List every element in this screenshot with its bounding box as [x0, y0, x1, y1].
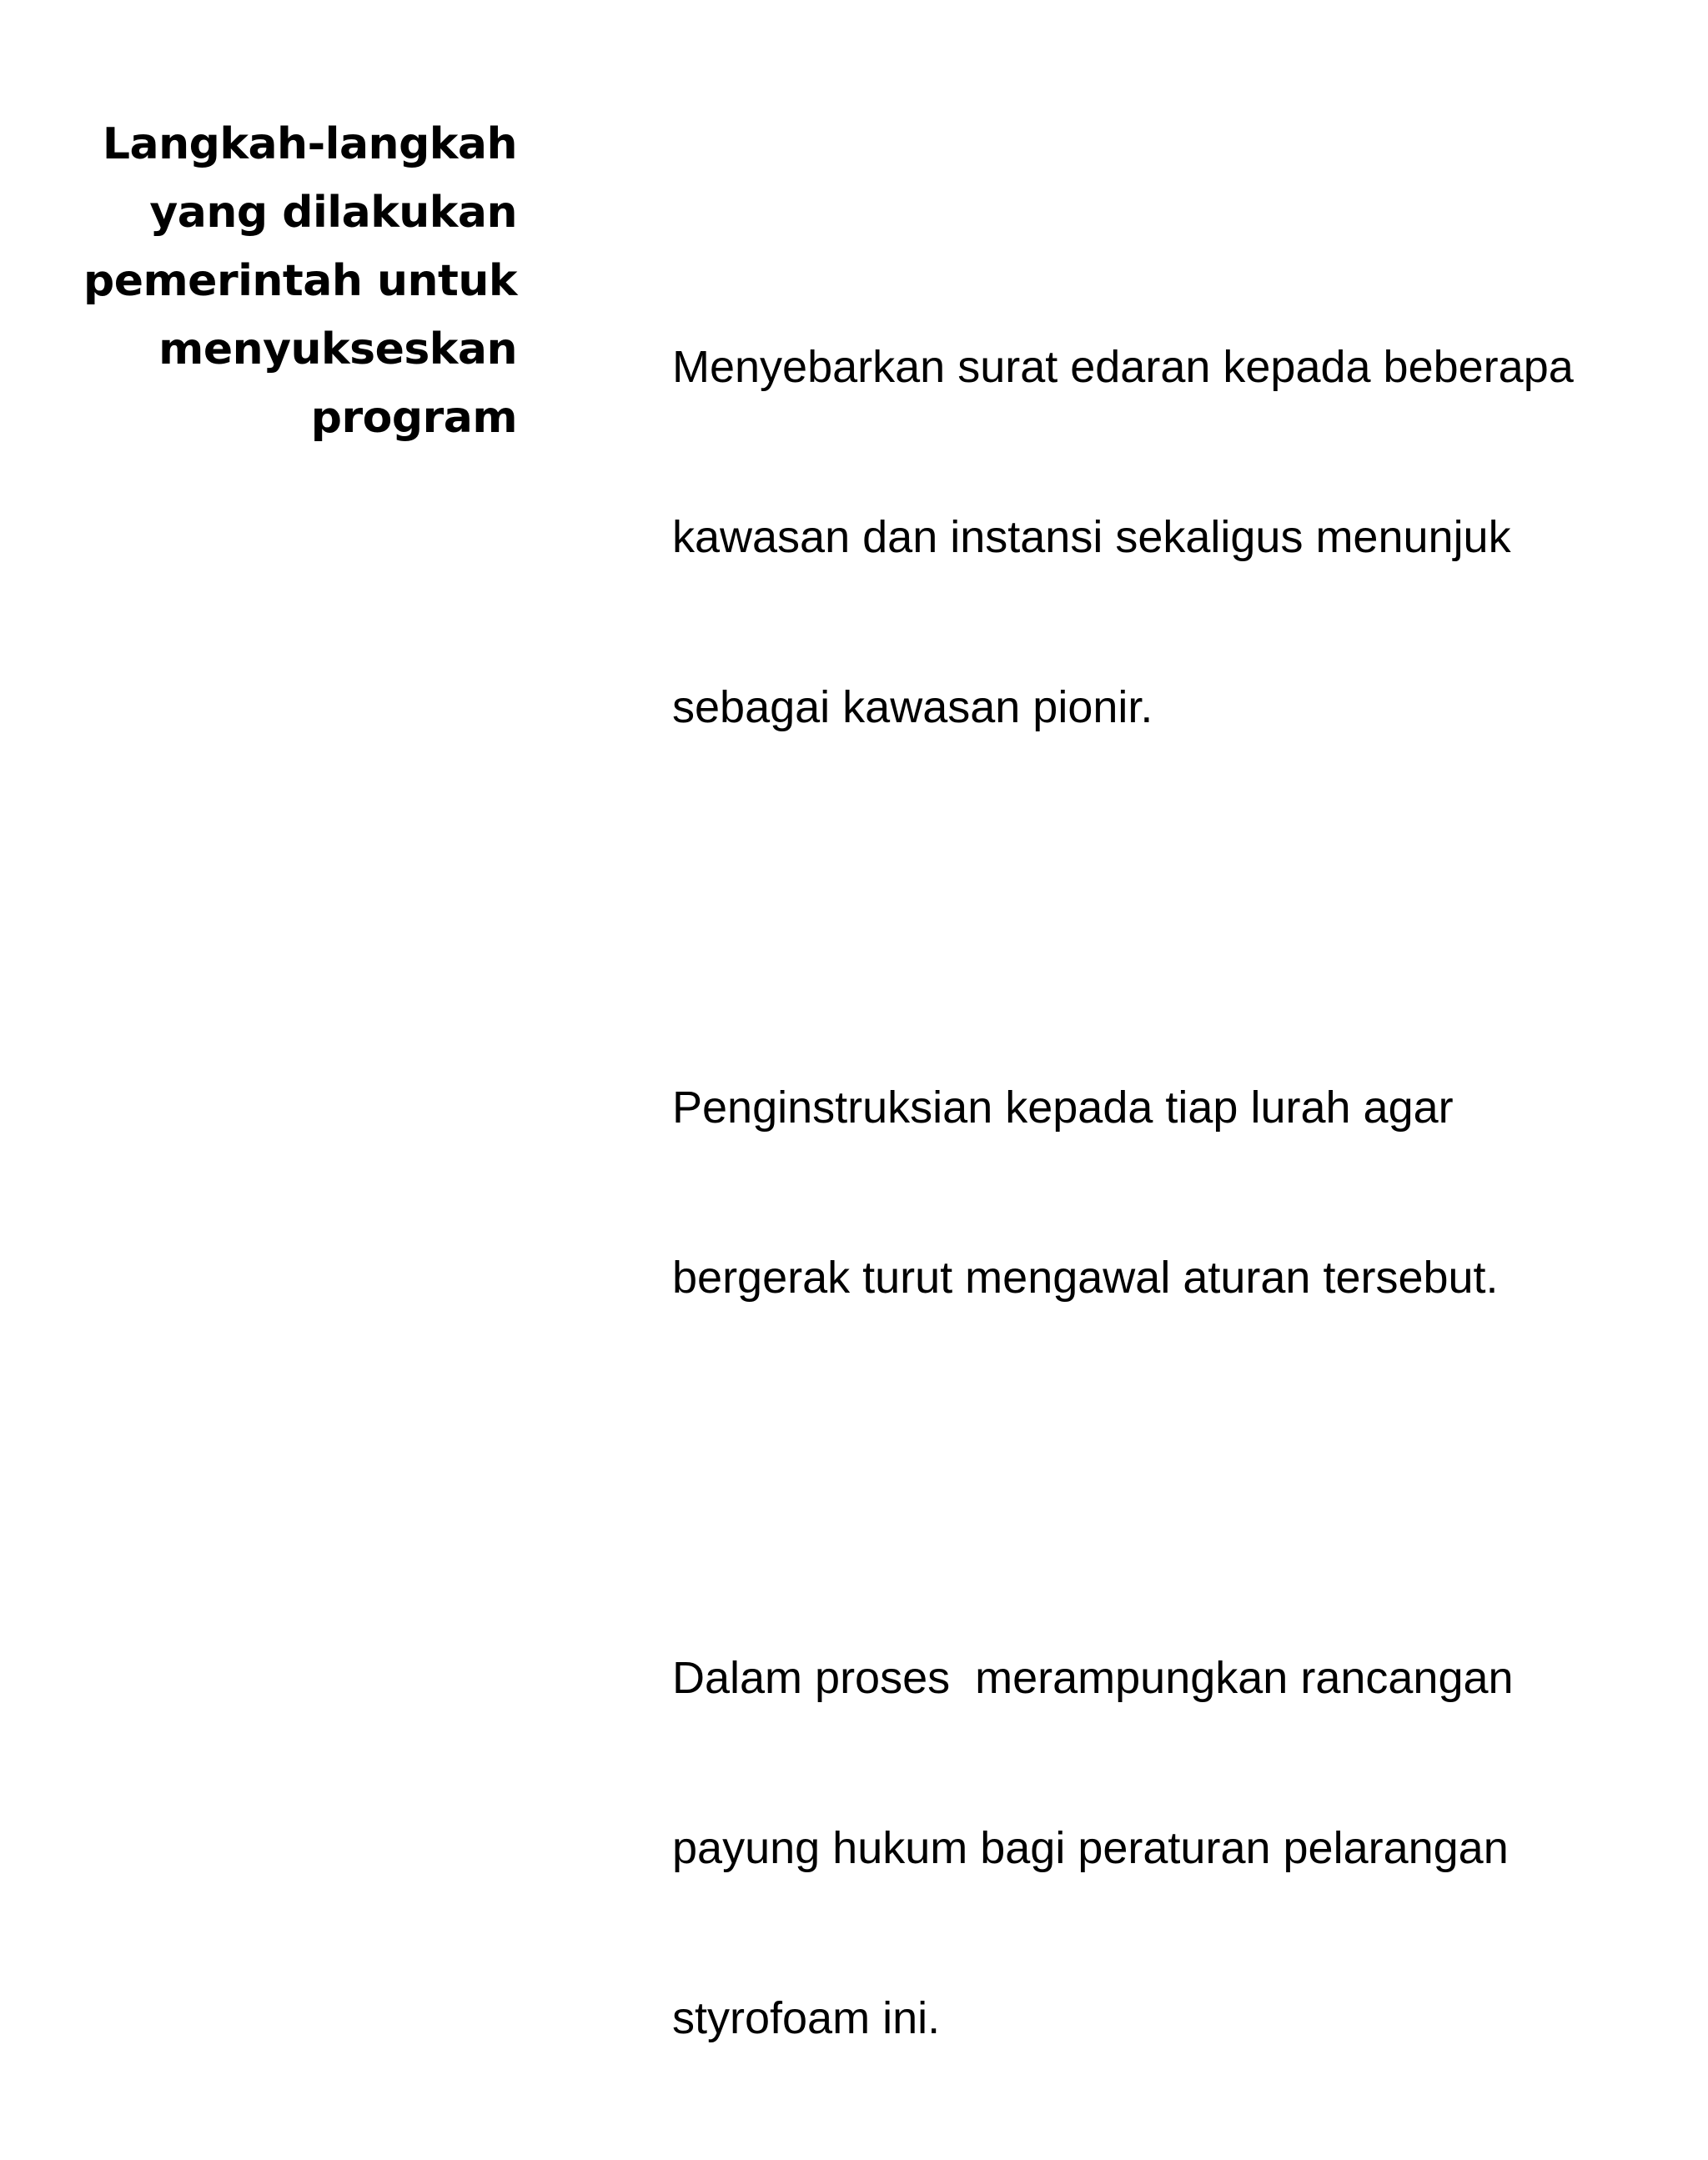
point-line: sebagai kawasan pionir. [672, 682, 1153, 732]
title-line: pemerintah untuk [83, 256, 517, 306]
slide-title [50, 110, 517, 452]
point-line: kawasan dan instansi sekaligus menunjuk [672, 512, 1511, 562]
content-point-2 [672, 966, 1673, 1419]
point-line: Penginstruksian kepada tiap lurah agar [672, 1083, 1454, 1133]
content-point-1 [672, 225, 1673, 849]
title-line: yang dilakukan [149, 188, 517, 238]
point-line: Menyebarkan surat edaran kepada beberapa [672, 342, 1574, 392]
point-line: payung hukum bagi peraturan pelarangan [672, 1823, 1509, 1873]
title-line: program [310, 393, 517, 443]
point-line: bergerak turut mengawal aturan tersebut. [672, 1253, 1499, 1303]
content-points [672, 225, 1673, 2160]
title-line: Langkah-langkah [102, 119, 517, 169]
point-line: Dalam proses merampungkan rancangan [672, 1653, 1514, 1703]
title-line: menyukseskan [158, 324, 517, 374]
content-point-3 [672, 1536, 1673, 2160]
point-line: styrofoam ini. [672, 1993, 941, 2043]
